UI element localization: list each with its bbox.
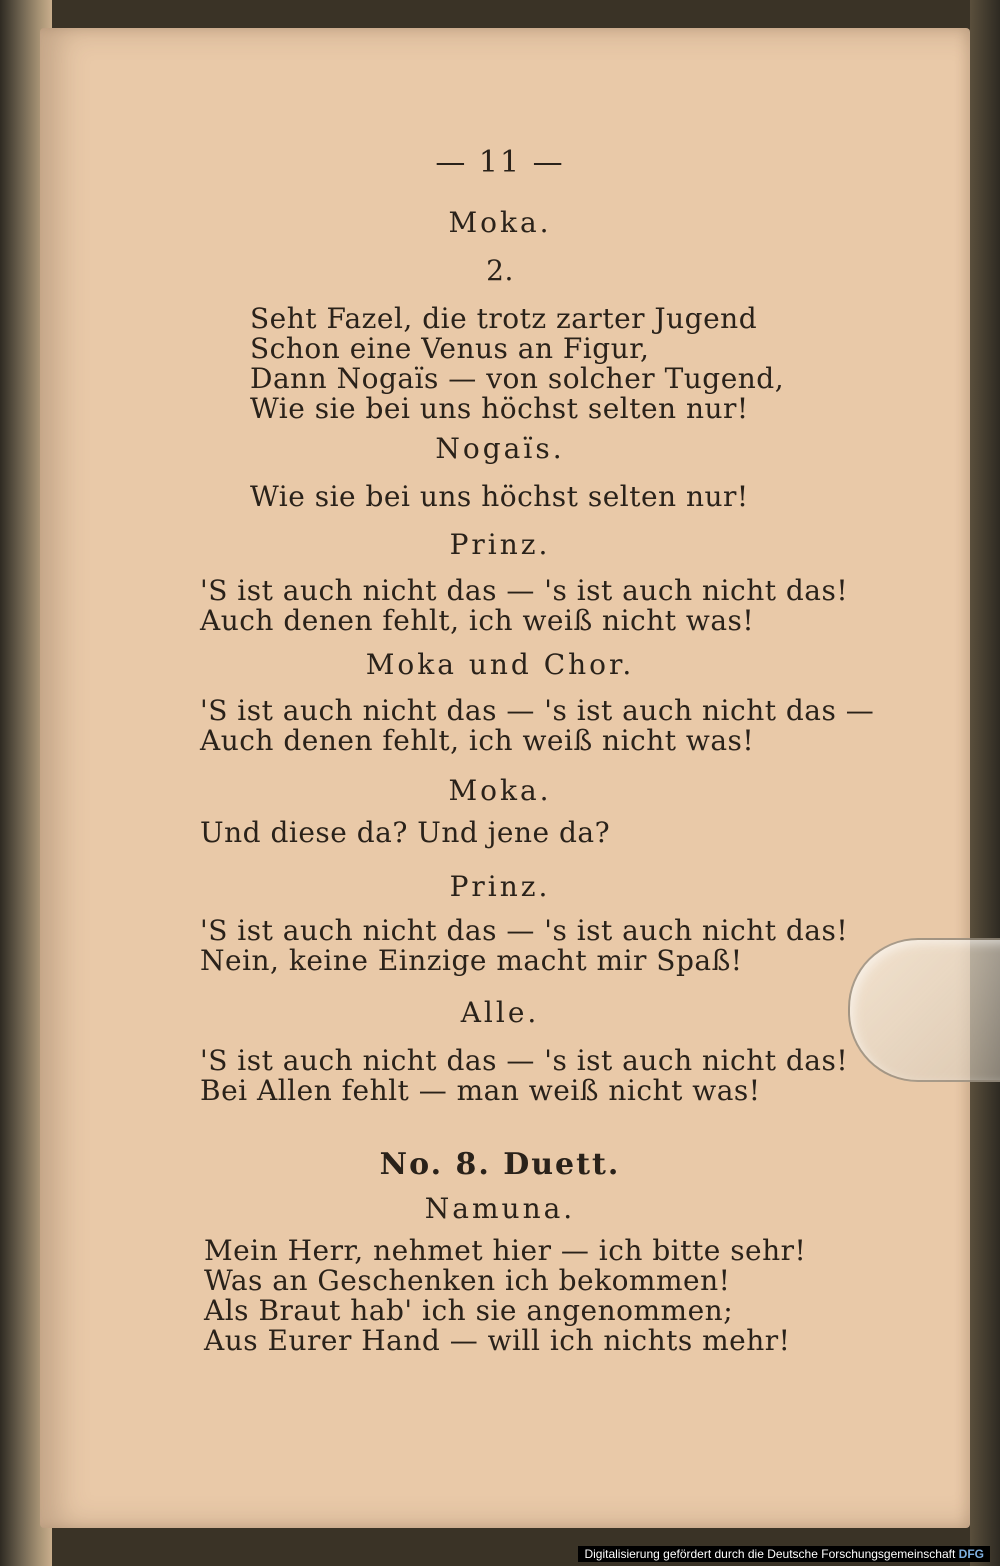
stanza-prinz	[200, 576, 848, 636]
verse-line: Als Braut hab' ich sie angenommen;	[204, 1294, 734, 1327]
verse-line: 'S ist auch nicht das — 's ist auch nicht das!	[200, 914, 849, 947]
speaker-moka: Moka.	[448, 206, 552, 239]
stanza-alle	[200, 1046, 848, 1106]
stanza-prinz	[200, 916, 848, 976]
verse-line: Auch denen fehlt, ich weiß nicht was!	[200, 724, 755, 757]
stanza-moka	[250, 304, 784, 424]
verse-line: Aus Eurer Hand — will ich nichts mehr!	[204, 1324, 791, 1357]
verse-line: 'S ist auch nicht das — 's ist auch nicht das!	[200, 574, 849, 607]
speaker-moka: Moka.	[448, 774, 552, 807]
stanza-namuna	[204, 1236, 806, 1356]
footer-text: Digitalisierung gefördert durch die Deutsche Forschungsgemeinschaft	[584, 1547, 956, 1561]
number-title: No. 8. Duett.	[379, 1147, 621, 1182]
verse-line: Wie sie bei uns höchst selten nur!	[250, 392, 749, 425]
page-number: — 11 —	[435, 145, 565, 180]
speaker-moka-und-chor: Moka und Chor.	[365, 648, 635, 681]
verse-line: Schon eine Venus an Figur,	[250, 332, 650, 365]
verse-line: Seht Fazel, die trotz zarter Jugend	[250, 302, 758, 335]
verse-line: 'S ist auch nicht das — 's ist auch nicht das!	[200, 1044, 849, 1077]
dfg-logo: DFG	[958, 1547, 984, 1561]
verse-line: Und diese da? Und jene da?	[200, 816, 611, 849]
verse-line: Auch denen fehlt, ich weiß nicht was!	[200, 604, 755, 637]
speaker-nogais: Nogaïs.	[435, 432, 565, 465]
verse-number: 2.	[486, 254, 514, 287]
verse-line: Wie sie bei uns höchst selten nur!	[250, 480, 749, 513]
speaker-prinz: Prinz.	[449, 528, 551, 561]
speaker-namuna: Namuna.	[424, 1192, 576, 1225]
verse-line: Was an Geschenken ich bekommen!	[204, 1264, 731, 1297]
stanza-moka-question	[200, 818, 610, 848]
verse-line: Dann Nogaïs — von solcher Tugend,	[250, 362, 785, 395]
stanza-nogais	[250, 482, 749, 512]
verse-line: Mein Herr, nehmet hier — ich bitte sehr!	[204, 1234, 807, 1267]
speaker-alle: Alle.	[460, 996, 540, 1029]
verse-line: 'S ist auch nicht das — 's ist auch nicht das —	[200, 694, 875, 727]
speaker-prinz: Prinz.	[449, 870, 551, 903]
stanza-moka-und-chor	[200, 696, 874, 756]
plastic-page-tab	[848, 938, 1000, 1082]
verse-line: Bei Allen fehlt — man weiß nicht was!	[200, 1074, 761, 1107]
verse-line: Nein, keine Einzige macht mir Spaß!	[200, 944, 743, 977]
digitization-footer	[578, 1546, 990, 1562]
